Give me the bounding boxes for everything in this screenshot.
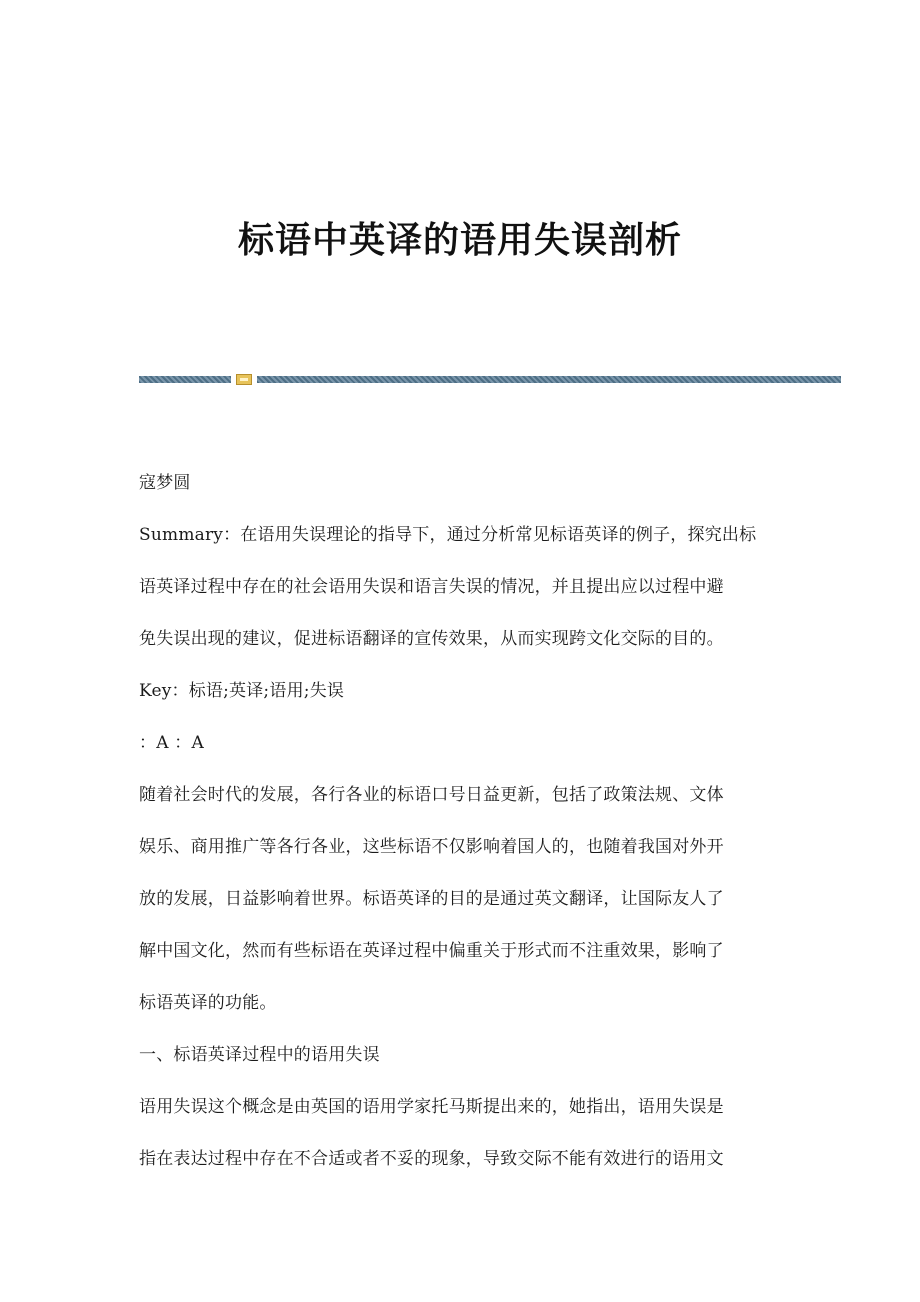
summary-line: Summary：在语用失误理论的指导下，通过分析常见标语英译的例子，探究出标 [139,525,757,545]
summary-line: 免失误出现的建议，促进标语翻译的宣传效果，从而实现跨文化交际的目的。 [139,629,724,649]
classification-line: ：A ：A [139,733,204,753]
divider-bar-right [257,376,841,383]
document-body [139,468,779,1175]
intro-line: 随着社会时代的发展，各行各业的标语口号日益更新，包括了政策法规、文体 [139,785,724,805]
summary-paragraph [139,520,779,655]
section-heading: 一、标语英译过程中的语用失误 [139,1045,380,1065]
section-line: 指在表达过程中存在不合适或者不妥的现象，导致交际不能有效进行的语用文 [139,1149,724,1169]
intro-paragraph [139,780,779,1019]
divider-bar-left [139,376,231,383]
intro-line: 娱乐、商用推广等各行各业，这些标语不仅影响着国人的，也随着我国对外开 [139,837,724,857]
title-divider [139,374,841,384]
intro-line: 标语英译的功能。 [139,993,277,1013]
author-name: 寇梦圆 [139,473,191,493]
divider-ornament-icon [236,374,252,385]
document-title: 标语中英译的语用失误剖析 [237,219,682,261]
keywords-line: Key：标语;英译;语用;失误 [139,681,345,701]
intro-line: 解中国文化，然而有些标语在英译过程中偏重关于形式而不注重效果，影响了 [139,941,724,961]
intro-line: 放的发展，日益影响着世界。标语英译的目的是通过英文翻译，让国际友人了 [139,889,724,909]
section-line: 语用失误这个概念是由英国的语用学家托马斯提出来的，她指出，语用失误是 [139,1097,724,1117]
summary-line: 语英译过程中存在的社会语用失误和语言失误的情况，并且提出应以过程中避 [139,577,724,597]
section-paragraph [139,1092,779,1175]
